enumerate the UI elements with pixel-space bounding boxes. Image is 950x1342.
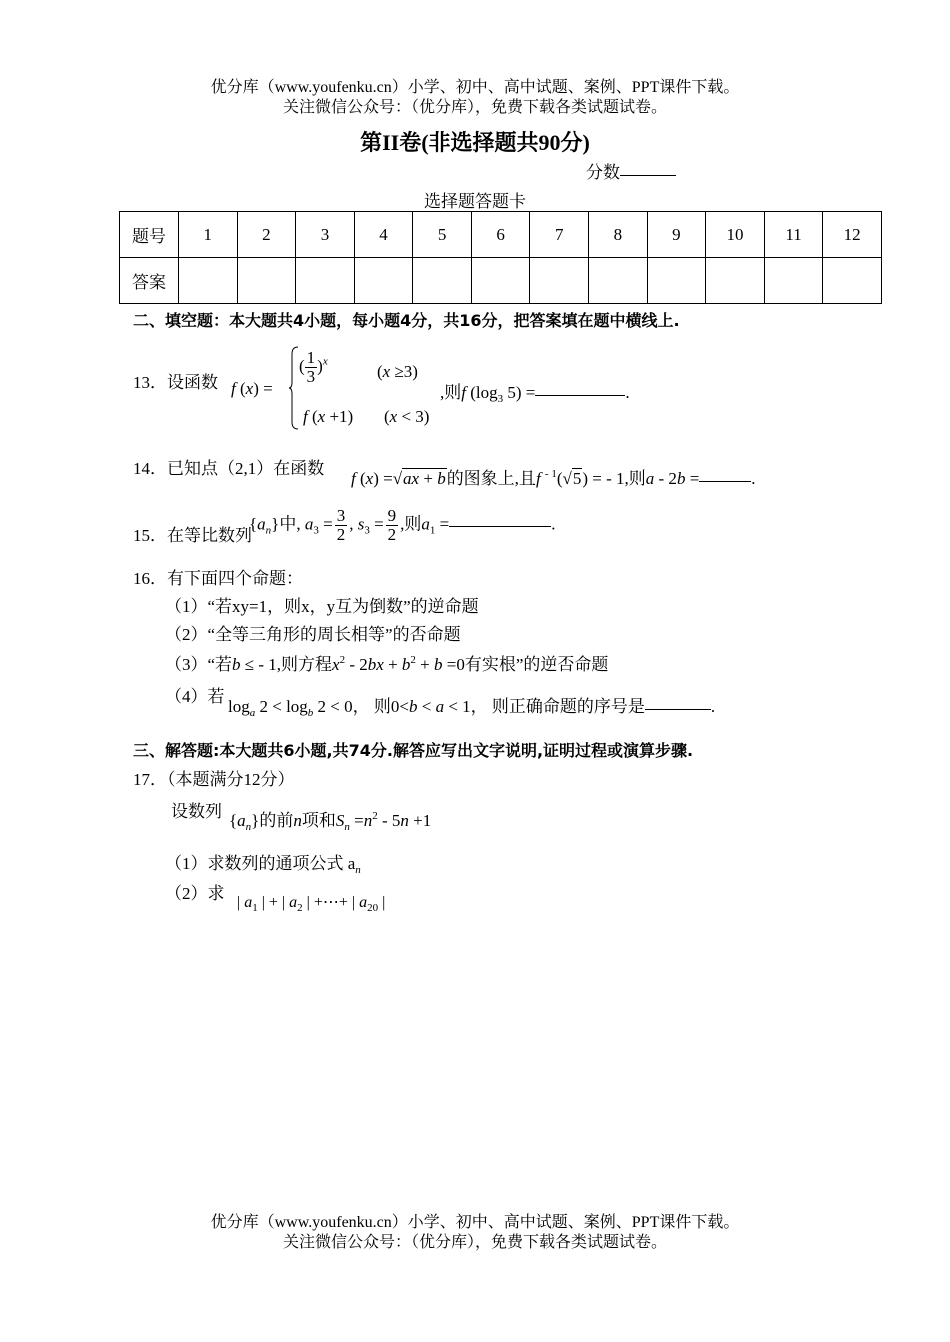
question-number-cell: 8 [589, 212, 648, 258]
answer-cell[interactable] [237, 258, 296, 304]
q16-p4-prefix: （4）若 [165, 687, 225, 706]
q13-answer-blank[interactable] [535, 395, 625, 396]
q17-part-2 [165, 879, 225, 904]
header-line-1: 优分库（www.youfenku.cn）小学、初中、高中试题、案例、PPT课件下载。 [210, 79, 740, 96]
q15-stem [133, 521, 252, 546]
footer-line-2: 关注微信公众号：（优分库），免费下载各类试题试卷。 [282, 1234, 667, 1251]
answer-cell[interactable] [589, 258, 648, 304]
answer-cell[interactable] [530, 258, 589, 304]
q17-part-1-text: （1）求数列的通项公式 [165, 854, 344, 873]
q17-part-1: （1）求数列的通项公式 $a_n$ [165, 854, 361, 876]
q17-sum-formula: $\{a_n\}$的前n项和$S_n =n^2 - 5n +1$ [229, 810, 432, 833]
q16-proposition-2: （2）“全等三角形的周长相等”的否命题 [165, 625, 461, 644]
answer-cell[interactable] [471, 258, 530, 304]
q16-proposition-1: （1）“若xy=1，则x，y互为倒数”的逆命题 [165, 597, 479, 616]
q13-question: ,则f ($\log_3$ 5) = . [440, 383, 630, 405]
answer-cell[interactable] [354, 258, 413, 304]
answer-cell[interactable] [179, 258, 238, 304]
answer-cell[interactable] [823, 258, 882, 304]
q16-number: 16． [133, 569, 167, 588]
question-number-cell: 4 [354, 212, 413, 258]
q16-proposition-4 [165, 682, 225, 707]
q13-case-2-cond: (x < 3) [384, 407, 430, 426]
question-number-cell: 12 [823, 212, 882, 258]
q14-answer-blank[interactable] [699, 481, 751, 482]
answer-cell[interactable] [296, 258, 355, 304]
q17-header [133, 765, 295, 790]
q13-f-of-x: f (x) = [231, 379, 273, 398]
q16-text: 有下面四个命题： [167, 569, 303, 588]
score-label: 分数 [586, 163, 620, 182]
q13-case-1-cond: (x ≥3) [377, 362, 418, 381]
question-number-cell: 6 [471, 212, 530, 258]
question-number-cell: 7 [530, 212, 589, 258]
row1-label: 题号 [120, 212, 179, 258]
q15-answer-blank[interactable] [449, 526, 551, 527]
question-number-cell: 10 [706, 212, 765, 258]
q16-stem [133, 564, 303, 589]
piecewise-brace-icon [289, 346, 299, 430]
question-number-cell: 5 [413, 212, 472, 258]
q17-part-2-text: （2）求 [165, 884, 225, 903]
question-number-cell: 9 [647, 212, 706, 258]
q17-abs-sum: | $a_1$ | + | $a_2$ | +⋯+ | $a_{20}$ | [237, 894, 386, 914]
question-number-row [120, 212, 882, 258]
q13-number: 13． [133, 373, 167, 392]
answer-row [120, 258, 882, 304]
q13-case-1: ( $\frac{1}{3}$ )$^x$ [299, 348, 328, 386]
q13-text: 设函数 [167, 373, 218, 392]
q16-proposition-3: （3）“若b ≤ - 1,则方程$x^2 - 2bx + b^2 + b =0$有实根”的逆否命题 [165, 654, 609, 674]
header-line-2: 关注微信公众号：（优分库），免费下载各类试题试卷。 [282, 99, 667, 116]
question-number-cell: 11 [764, 212, 823, 258]
answer-cell[interactable] [764, 258, 823, 304]
answer-cell[interactable] [647, 258, 706, 304]
answer-cell[interactable] [706, 258, 765, 304]
q14-text: 已知点（2,1）在函数 [167, 459, 325, 478]
q14-number: 14． [133, 459, 167, 478]
q15-expression: $\{a_n\}$中, $a_3$ = $\frac{3}{2}$ , $s_3$ = $\frac{9}{2}$ ,则$a_1$ = . [249, 506, 556, 544]
q13-case-2: f (x +1) [303, 407, 354, 426]
answer-card-table [119, 211, 882, 304]
q16-answer-blank[interactable] [645, 709, 711, 710]
q17-number: 17． [133, 770, 167, 789]
card-title: 选择题答题卡 [424, 192, 526, 211]
section-2-heading: 二、填空题：本大题共4小题，每小题4分，共16分，把答案填在题中横线上. [133, 311, 680, 330]
question-number-cell: 2 [237, 212, 296, 258]
q17-note: （本题满分12分） [167, 770, 295, 789]
q13-stem [133, 368, 218, 393]
footer-line-1: 优分库（www.youfenku.cn）小学、初中、高中试题、案例、PPT课件下载。 [210, 1214, 740, 1231]
q15-text: 在等比数列 [167, 526, 252, 545]
q16-p4-suffix: 则正确命题的序号是 [491, 697, 645, 716]
q15-number: 15． [133, 526, 167, 545]
score-line [586, 158, 676, 183]
question-number-cell: 3 [296, 212, 355, 258]
answer-cell[interactable] [413, 258, 472, 304]
q16-p4-expression: $\log_a 2 < \log_b 2 < 0$， 则0<b < a < 1， 则正确命题的序号是 . [228, 697, 716, 719]
q14-stem [133, 454, 324, 479]
question-number-cell: 1 [179, 212, 238, 258]
q14-expression: f (x) =√ax + b的图象上,且f $^{- 1}$(√5) = - 1,则a - 2b = . [351, 468, 756, 488]
section-3-heading: 三、解答题:本大题共6小题,共74分.解答应写出文字说明,证明过程或演算步骤. [133, 741, 694, 760]
score-blank[interactable] [620, 175, 676, 176]
q16-p3-suffix: ”的逆否命题 [515, 655, 609, 674]
paper-title: 第II卷(非选择题共90分) [360, 130, 590, 155]
q17-text: 设数列 [171, 802, 222, 821]
row2-label: 答案 [120, 258, 179, 304]
q16-p3-prefix: （3）“若 [165, 655, 233, 674]
